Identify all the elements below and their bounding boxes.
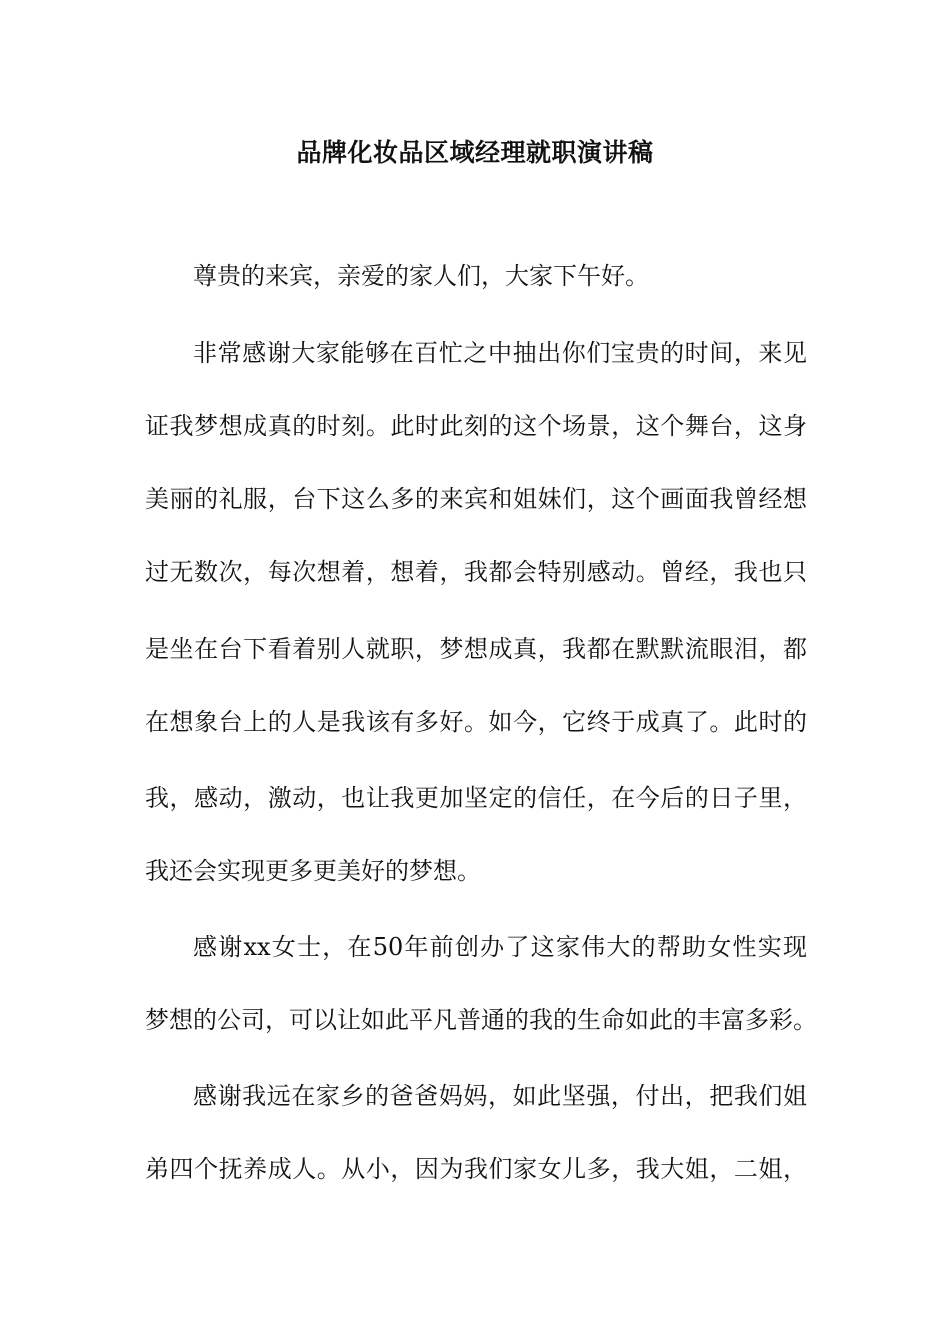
paragraph-thanks-line-1: 非常感谢大家能够在百忙之中抽出你们宝贵的时间，来见 bbox=[193, 339, 807, 367]
paragraph-thanks-line-6: 在想象台上的人是我该有多好。如今，它终于成真了。此时的 bbox=[145, 708, 807, 736]
paragraph-thanks-line-7: 我，感动，激动，也让我更加坚定的信任，在今后的日子里， bbox=[145, 784, 807, 812]
document-title: 品牌化妆品区域经理就职演讲稿 bbox=[296, 138, 654, 167]
paragraph-thanks-line-4: 过无数次，每次想着，想着，我都会特别感动。曾经，我也只 bbox=[145, 558, 807, 586]
paragraph-thanks-line-3: 美丽的礼服，台下这么多的来宾和姐妹们，这个画面我曾经想 bbox=[145, 485, 807, 513]
paragraph-thanks-line-2: 证我梦想成真的时刻。此时此刻的这个场景，这个舞台，这身 bbox=[145, 412, 807, 440]
paragraph-thanks-line-8: 我还会实现更多更美好的梦想。 bbox=[145, 857, 481, 885]
paragraph-parents-line-1: 感谢我远在家乡的爸爸妈妈，如此坚强，付出，把我们姐 bbox=[193, 1082, 807, 1110]
paragraph-greeting-line-1: 尊贵的来宾，亲爱的家人们，大家下午好。 bbox=[193, 262, 649, 290]
paragraph-parents-line-2: 弟四个抚养成人。从小，因为我们家女儿多，我大姐，二姐， bbox=[145, 1155, 807, 1183]
paragraph-founder-line-1: 感谢xx女士，在50年前创办了这家伟大的帮助女性实现 bbox=[193, 933, 807, 961]
paragraph-thanks-line-5: 是坐在台下看着别人就职，梦想成真，我都在默默流眼泪，都 bbox=[145, 635, 807, 663]
paragraph-founder-line-2: 梦想的公司，可以让如此平凡普通的我的生命如此的丰富多彩。 bbox=[145, 1006, 817, 1034]
